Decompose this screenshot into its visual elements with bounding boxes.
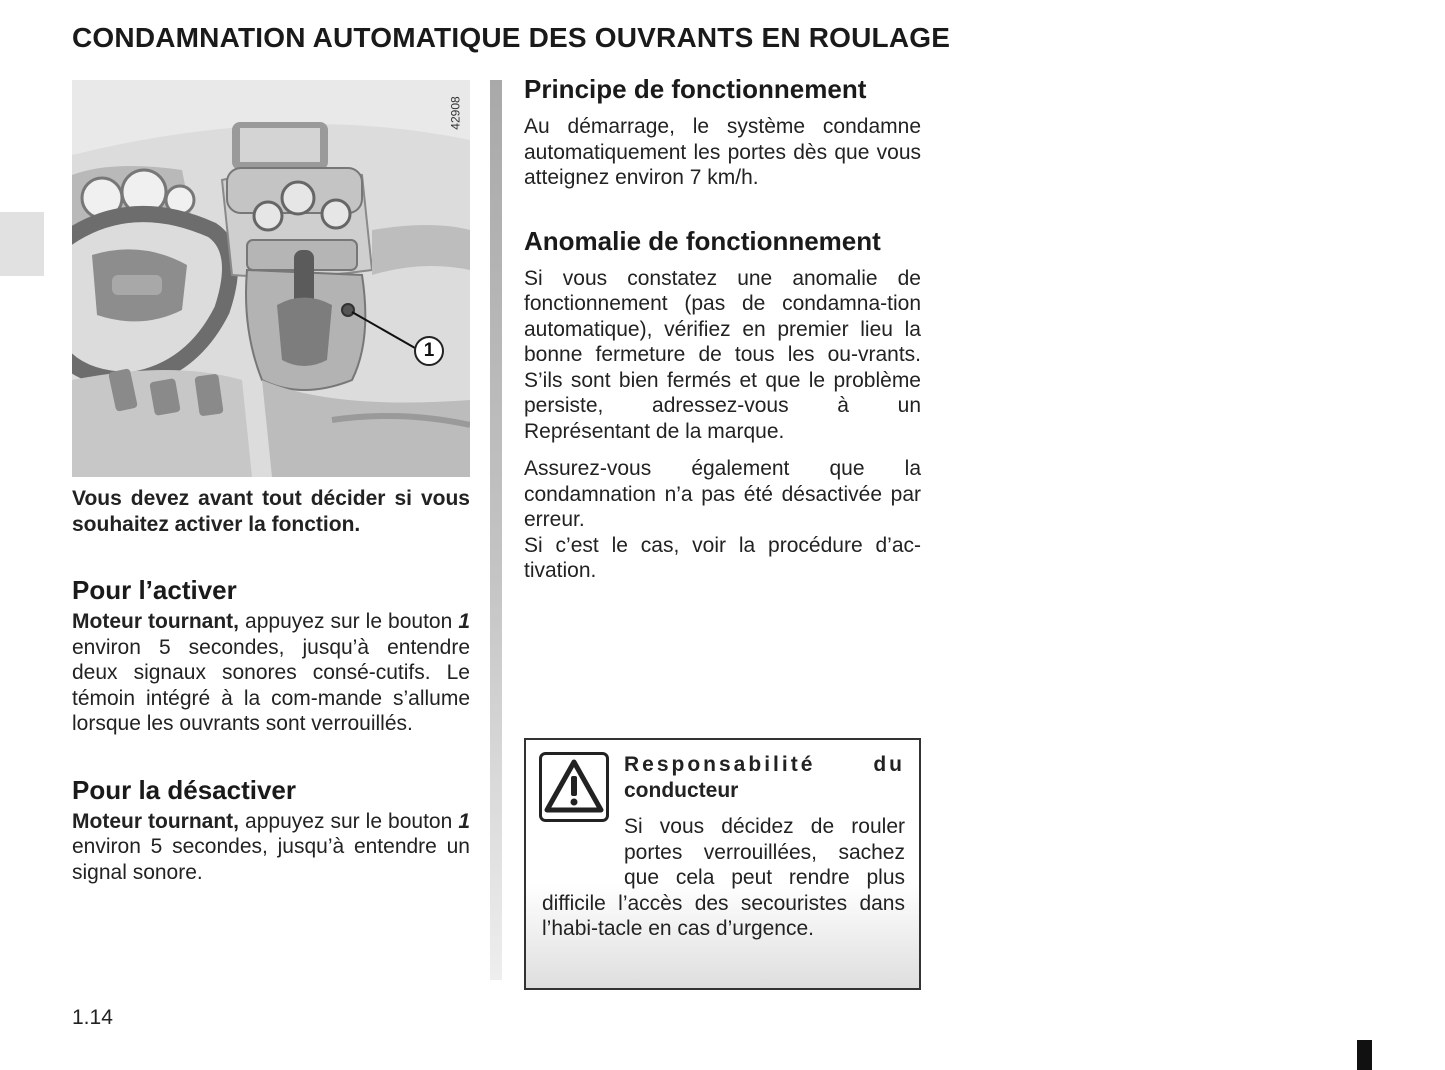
page-title: CONDAMNATION AUTOMATIQUE DES OUVRANTS EN ROULAGE [72, 22, 951, 53]
anomaly-text-2: Assurez-vous également que la condamnation n’a pas été désactivée par erreur. Si c’est le cas, voir la procédure d’ac-tivation. [524, 457, 921, 582]
page-edge-marker [1357, 1040, 1372, 1070]
principle-text: Au démarrage, le système condamne automatiquement les portes dès que vous atteignez environ 7 km/h. [524, 115, 921, 189]
warning-triangle-icon [539, 752, 609, 822]
activate-text: Moteur tournant, appuyez sur le bouton 1 environ 5 secondes, jusqu’à entendre deux signaux sonores consé-cutifs. Le témoin intégré à la com-mande s’allume lorsque les ouvrants sont verrouillés. [72, 610, 470, 735]
warning-box [524, 738, 921, 990]
anomaly-text: Si vous constatez une anomalie de fonctionnement (pas de condamna-tion automatique), vérifiez en premier lieu la bonne fermeture de tous les ou-vrants. S’ils sont bien fermés et que le problème persiste, adressez-vous à un Représentant de la marque. [524, 266, 921, 443]
activate-heading: Pour l’activer [72, 575, 237, 605]
anomaly-heading: Anomalie de fonctionnement [524, 225, 881, 256]
dashboard-drawing [72, 80, 470, 477]
deactivate-heading: Pour la désactiver [72, 774, 296, 805]
warning-text: Si vous décidez de rouler portes verrouillées, sachez que cela peut rendre plus difficile l’accès des secouristes dans l’habi-tacle en cas d’urgence. [542, 815, 905, 940]
left-column [72, 80, 470, 885]
principle-heading: Principe de fonctionnement [524, 74, 867, 104]
dashboard-illustration [72, 80, 470, 477]
right-column [524, 74, 921, 584]
deactivate-text: Moteur tournant, appuyez sur le bouton 1 environ 5 secondes, jusqu’à entendre un signal sonore. [72, 809, 470, 884]
figure-number: 42908 [449, 96, 463, 130]
section-tab-marker [0, 212, 44, 276]
column-divider [490, 80, 502, 980]
intro-note: Vous devez avant tout décider si vous souhaitez activer la fonction. [72, 487, 470, 536]
page-number: 1.14 [72, 1006, 113, 1029]
callout-button-1: 1 [414, 336, 444, 366]
warning-title: Responsabilité du conducteur [624, 753, 905, 802]
